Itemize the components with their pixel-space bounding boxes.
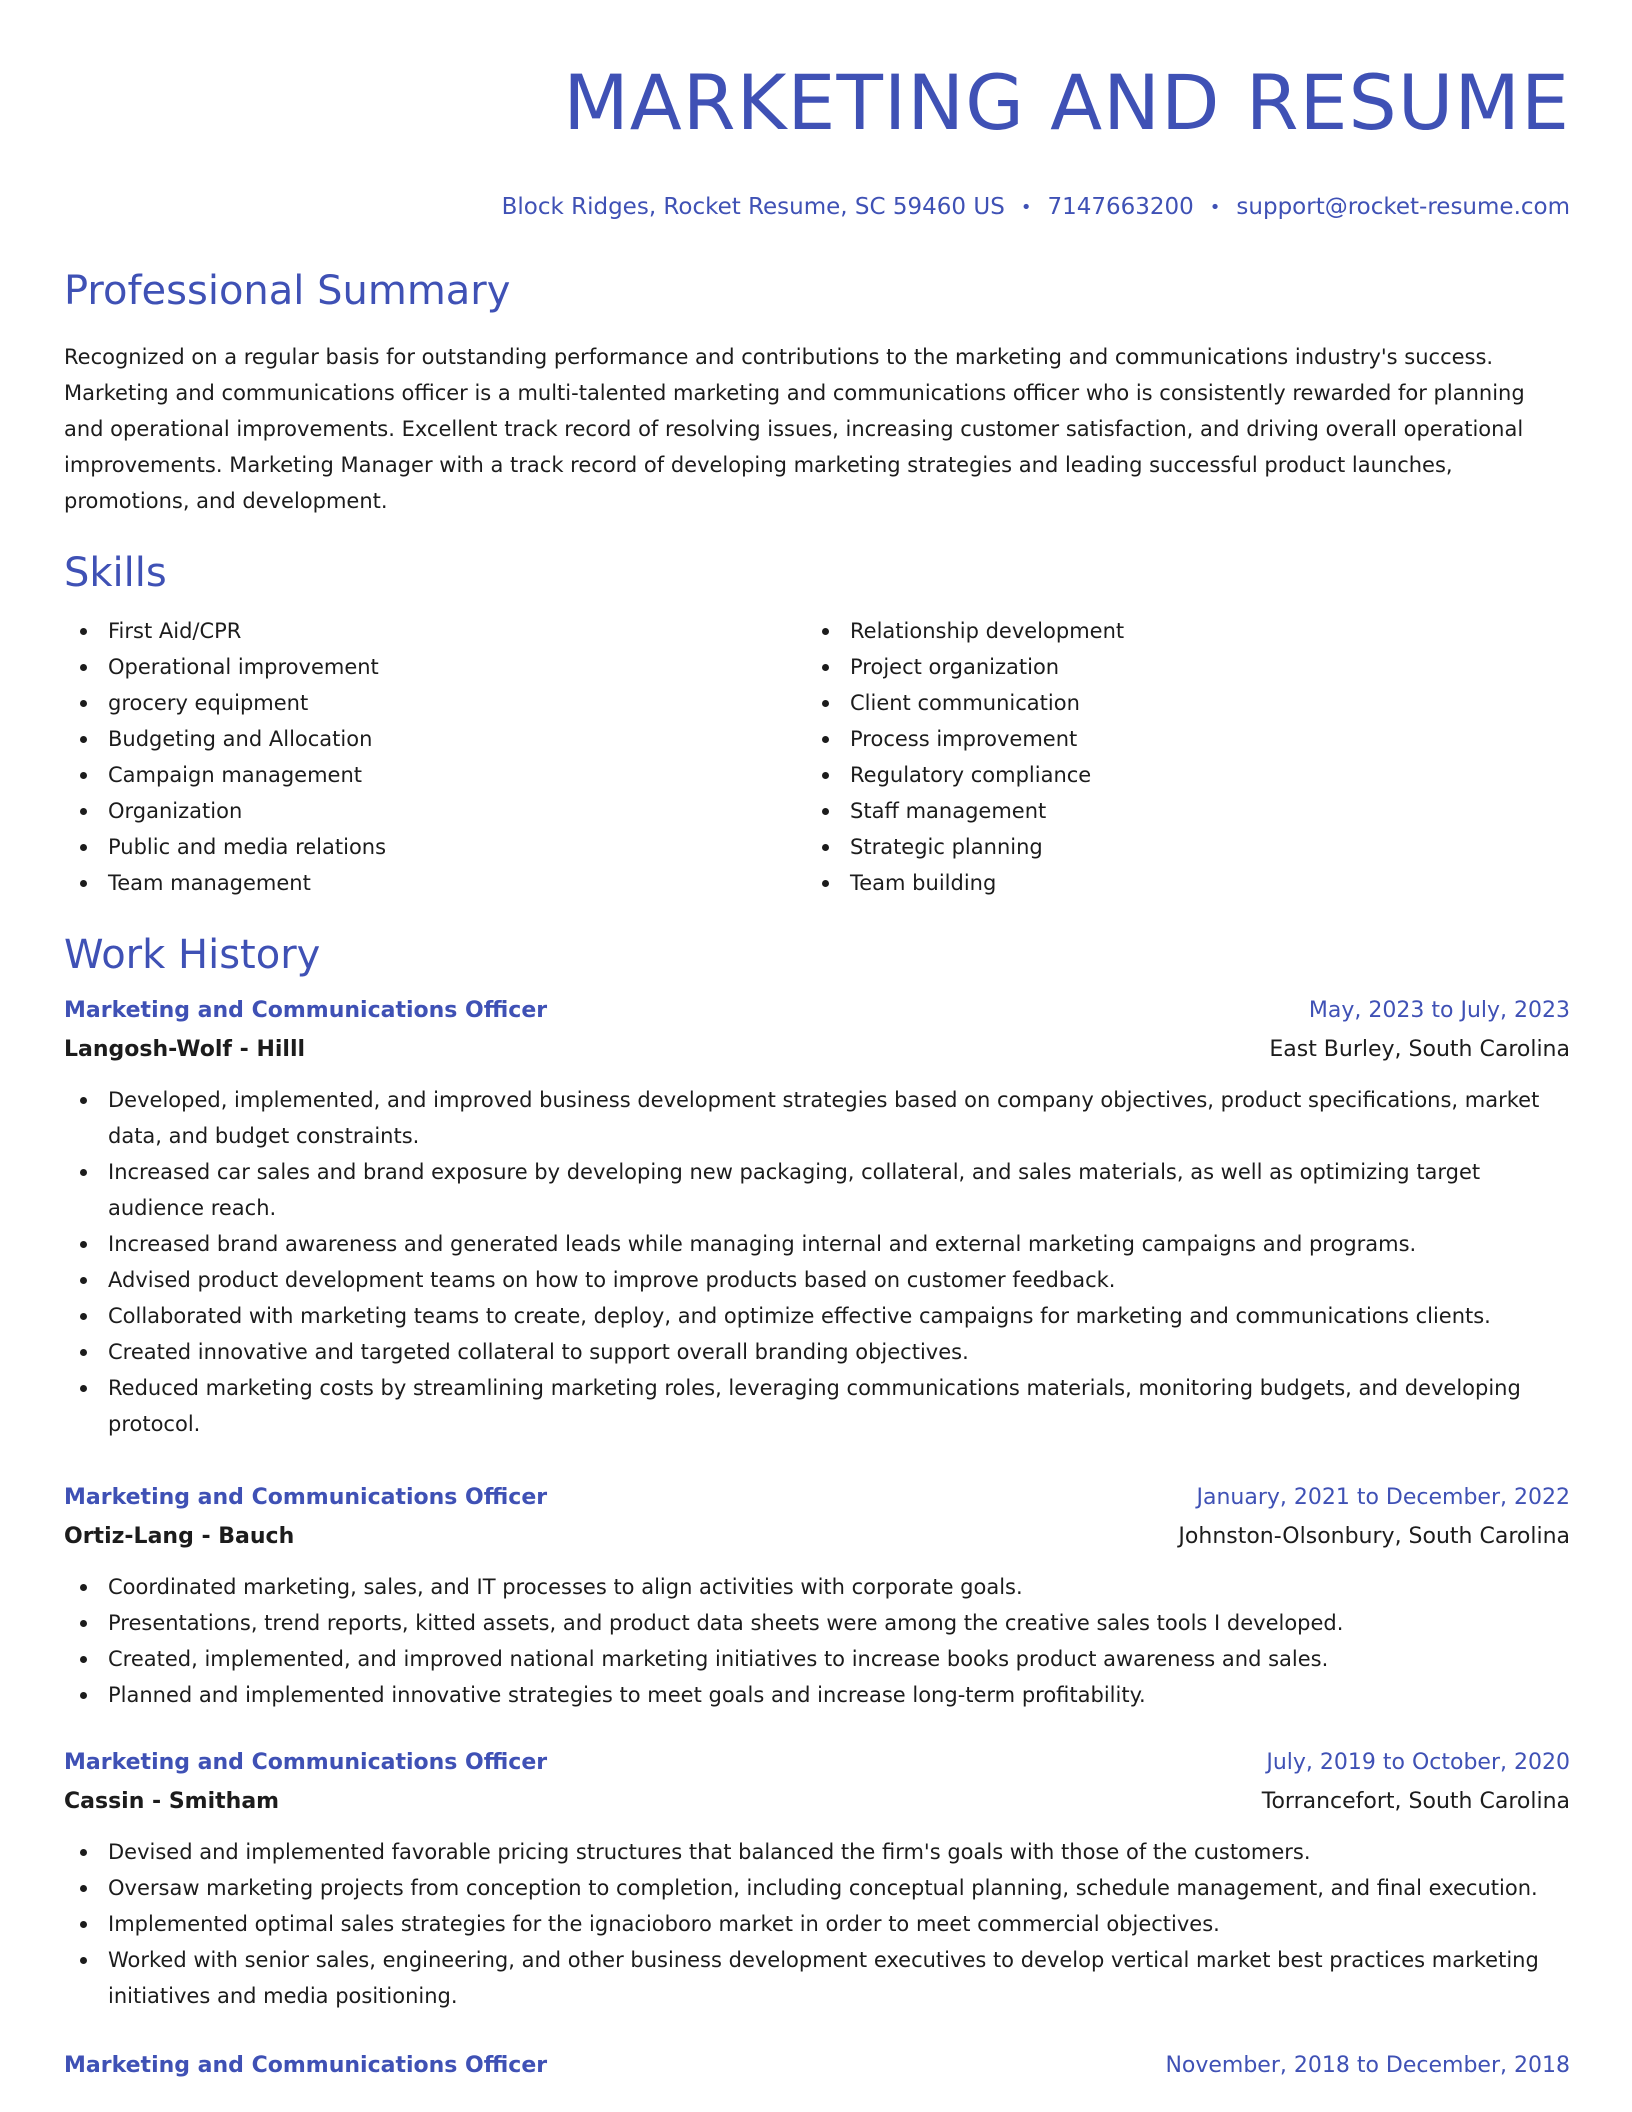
job-title-row [64,993,1570,1029]
resume-header [64,0,1570,223]
job-bullet: Created, implemented, and improved national marketing initiatives to increase books product awareness and sales. [64,1641,1570,1677]
job-company-row [64,1516,1570,1555]
bullet-separator: • [1209,197,1221,218]
job-entry [64,1745,1570,2014]
bullet-separator: • [1020,197,1032,218]
job-dates: May, 2023 to July, 2023 [1308,998,1570,1023]
skill-item: Project organization [806,649,1548,685]
skills-list-left [64,613,806,901]
job-title-row [64,1745,1570,1781]
job-entry [64,1480,1570,1713]
resume-page [64,0,1570,2084]
company-name: Ortiz-Lang - Bauch [64,1524,295,1549]
job-title: Marketing and Communications Officer [64,2053,548,2078]
job-bullets [64,1082,1570,1442]
job-bullet: Planned and implemented innovative strategies to meet goals and increase long-term profitability. [64,1677,1570,1713]
email-link[interactable]: support@rocket-resume.com [1236,194,1570,220]
skill-item: Team management [64,865,806,901]
phone-text: 7147663200 [1047,194,1194,220]
address-text: Block Ridges, Rocket Resume, SC 59460 US [501,194,1005,220]
job-bullet: Presentations, trend reports, kitted assets, and product data sheets were among the creative sales tools I developed. [64,1605,1570,1641]
summary-text: Recognized on a regular basis for outstanding performance and contributions to the marketing and communications industry's success. Marketing and communications officer is a multi-talented marketing and communications officer who is consistently rewarded for planning and operational improvements. Excellent track record of resolving issues, increasing customer satisfaction, and driving overall operational improvements. Marketing Manager with a track record of developing marketing strategies and leading successful product launches, promotions, and development. [64,345,1525,513]
job-title: Marketing and Communications Officer [64,1750,548,1775]
skills-list-right [806,613,1548,901]
skill-item: Budgeting and Allocation [64,721,806,757]
company-name: Langosh-Wolf - Hilll [64,1037,306,1062]
skills-heading: Skills [64,550,167,596]
job-entry [64,993,1570,1442]
job-bullets [64,1569,1570,1713]
skill-item: Team building [806,865,1548,901]
skill-item: Client communication [806,685,1548,721]
job-location: Torrancefort, South Carolina [1261,1789,1570,1814]
skill-item: Strategic planning [806,829,1548,865]
job-bullet: Developed, implemented, and improved business development strategies based on company objectives, product specifications, market data, and budget constraints. [64,1082,1570,1154]
job-location: East Burley, South Carolina [1269,1037,1570,1062]
skill-item: Regulatory compliance [806,757,1548,793]
job-entry [64,2048,1570,2084]
job-bullet: Oversaw marketing projects from conception to completion, including conceptual planning, schedule management, and final execution. [64,1870,1570,1906]
job-bullet: Reduced marketing costs by streamlining marketing roles, leveraging communications materials, monitoring budgets, and developing protocol. [64,1370,1570,1442]
job-dates: November, 2018 to December, 2018 [1165,2053,1570,2078]
job-bullet: Collaborated with marketing teams to create, deploy, and optimize effective campaigns for marketing and communications clients. [64,1298,1570,1334]
skill-item: Staff management [806,793,1548,829]
job-title-row [64,1480,1570,1516]
skill-item: Public and media relations [64,829,806,865]
job-company-row [64,1029,1570,1068]
skill-item: Campaign management [64,757,806,793]
job-bullet: Devised and implemented favorable pricing structures that balanced the firm's goals with those of the customers. [64,1834,1570,1870]
summary-heading: Professional Summary [64,268,511,314]
job-title-row [64,2048,1570,2084]
job-dates: July, 2019 to October, 2020 [1266,1750,1570,1775]
job-dates: January, 2021 to December, 2022 [1196,1485,1570,1510]
skill-item: grocery equipment [64,685,806,721]
skill-item: Operational improvement [64,649,806,685]
job-bullet: Worked with senior sales, engineering, and other business development executives to develop vertical market best practices marketing initiatives and media positioning. [64,1942,1570,2014]
job-bullet: Created innovative and targeted collateral to support overall branding objectives. [64,1334,1570,1370]
job-bullet: Implemented optimal sales strategies for the ignacioboro market in order to meet commercial objectives. [64,1906,1570,1942]
job-title: Marketing and Communications Officer [64,1485,548,1510]
job-company-row [64,1781,1570,1820]
job-bullet: Increased car sales and brand exposure by developing new packaging, collateral, and sales materials, as well as optimizing target audience reach. [64,1154,1570,1226]
job-title: Marketing and Communications Officer [64,998,548,1023]
skill-item: Process improvement [806,721,1548,757]
skill-item: Organization [64,793,806,829]
job-bullet: Coordinated marketing, sales, and IT processes to align activities with corporate goals. [64,1569,1570,1605]
skills-grid [64,613,1570,901]
job-bullet: Increased brand awareness and generated leads while managing internal and external marketing campaigns and programs. [64,1226,1570,1262]
work-history-heading: Work History [64,932,321,978]
job-bullets [64,1834,1570,2014]
job-bullet: Advised product development teams on how to improve products based on customer feedback. [64,1262,1570,1298]
company-name: Cassin - Smitham [64,1789,280,1814]
skill-item: First Aid/CPR [64,613,806,649]
contact-line [64,192,1570,223]
candidate-name: MARKETING AND RESUME [563,58,1570,147]
skill-item: Relationship development [806,613,1548,649]
job-location: Johnston-Olsonbury, South Carolina [1178,1524,1570,1549]
